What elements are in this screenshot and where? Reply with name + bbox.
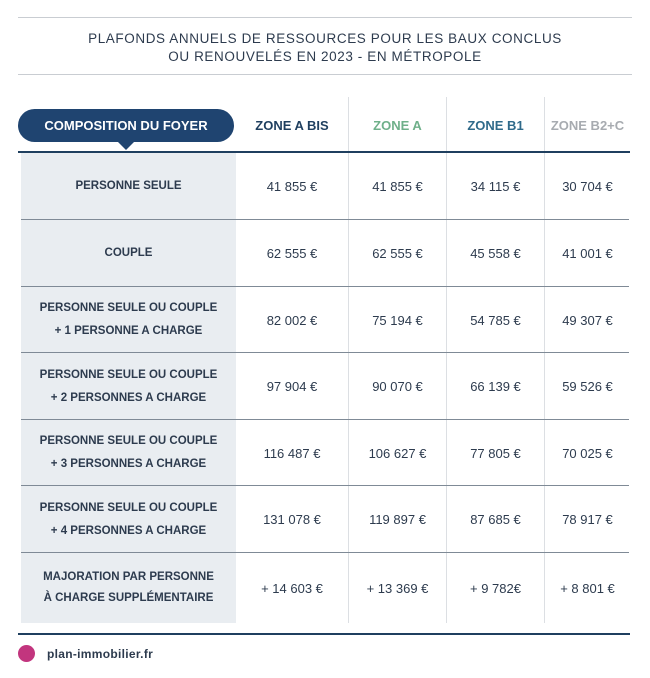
table-cell: + 8 801 € — [560, 580, 615, 596]
row-label-line: PERSONNE SEULE OU COUPLE — [39, 501, 218, 514]
row-label-line: PERSONNE SEULE — [75, 180, 182, 192]
table-cell: 41 855 € — [266, 179, 318, 194]
table-cell: 78 917 € — [562, 512, 613, 527]
table-cell: + 14 603 € — [261, 580, 323, 596]
table-cell: 54 785 € — [470, 312, 521, 328]
row-label-line: PERSONNE SEULE OU COUPLE — [39, 435, 218, 447]
title-divider — [18, 74, 632, 75]
table-bottom-rule — [18, 633, 630, 635]
table-cell: 49 307 € — [562, 312, 613, 328]
table-cell: 77 805 € — [470, 445, 521, 461]
title-line-2: OU RENOUVELÉS EN 2023 - EN MÉTROPOLE — [168, 49, 482, 64]
table-cell: 41 855 € — [372, 179, 423, 194]
zone-header: ZONE B2+C — [550, 118, 625, 133]
row-label — [21, 153, 236, 220]
table-cell: 62 555 € — [372, 246, 423, 261]
row-label-line: MAJORATION PAR PERSONNE — [43, 571, 214, 583]
row-label — [21, 420, 236, 486]
table-cell: 59 526 € — [562, 379, 613, 394]
table-cell: + 13 369 € — [366, 580, 429, 596]
row-label — [21, 353, 236, 420]
row-label-line: COUPLE — [104, 247, 153, 259]
table-cell: 90 070 € — [372, 379, 423, 394]
table-cell: 87 685 € — [470, 512, 521, 527]
zone-header: ZONE A — [373, 118, 422, 133]
table-cell: 116 487 € — [263, 445, 321, 461]
row-label-line: + 1 PERSONNE A CHARGE — [54, 325, 203, 337]
footer-site: plan-immobilier.fr — [47, 647, 154, 661]
row-label — [21, 287, 236, 353]
table-cell: 70 025 € — [562, 445, 613, 461]
row-label-line: + 4 PERSONNES A CHARGE — [50, 524, 207, 537]
zone-header: ZONE A BIS — [255, 118, 329, 133]
table-cell: 62 555 € — [266, 246, 318, 261]
page-title — [18, 30, 632, 66]
top-divider — [18, 17, 632, 18]
table-cell: + 9 782€ — [470, 580, 521, 596]
brand-dot-icon — [18, 645, 35, 662]
row-label — [21, 553, 236, 623]
title-line-1: PLAFONDS ANNUELS DE RESSOURCES POUR LES BAUX CONCLUS — [88, 31, 562, 46]
zone-header: ZONE B1 — [467, 118, 524, 133]
table-cell: 106 627 € — [368, 445, 427, 461]
table-cell: 66 139 € — [470, 379, 521, 394]
table-cell: 45 558 € — [470, 246, 521, 261]
row-label-line: PERSONNE SEULE OU COUPLE — [39, 368, 218, 381]
row-label-line: PERSONNE SEULE OU COUPLE — [39, 302, 218, 314]
table-cell: 131 078 € — [263, 512, 321, 527]
row-label — [21, 220, 236, 287]
table-cell: 75 194 € — [372, 312, 423, 328]
row-label-line: À CHARGE SUPPLÉMENTAIRE — [43, 592, 214, 604]
table-cell: 97 904 € — [266, 379, 318, 394]
composition-header: COMPOSITION DU FOYER — [18, 109, 234, 142]
row-label-line: + 3 PERSONNES A CHARGE — [50, 458, 207, 470]
row-label-line: + 2 PERSONNES A CHARGE — [50, 391, 207, 404]
table-cell: 34 115 € — [470, 179, 521, 194]
table-cell: 41 001 € — [562, 246, 613, 261]
table-cell: 30 704 € — [562, 179, 613, 194]
table-cell: 119 897 € — [369, 512, 426, 527]
table-cell: 82 002 € — [266, 312, 318, 328]
row-label — [21, 486, 236, 553]
